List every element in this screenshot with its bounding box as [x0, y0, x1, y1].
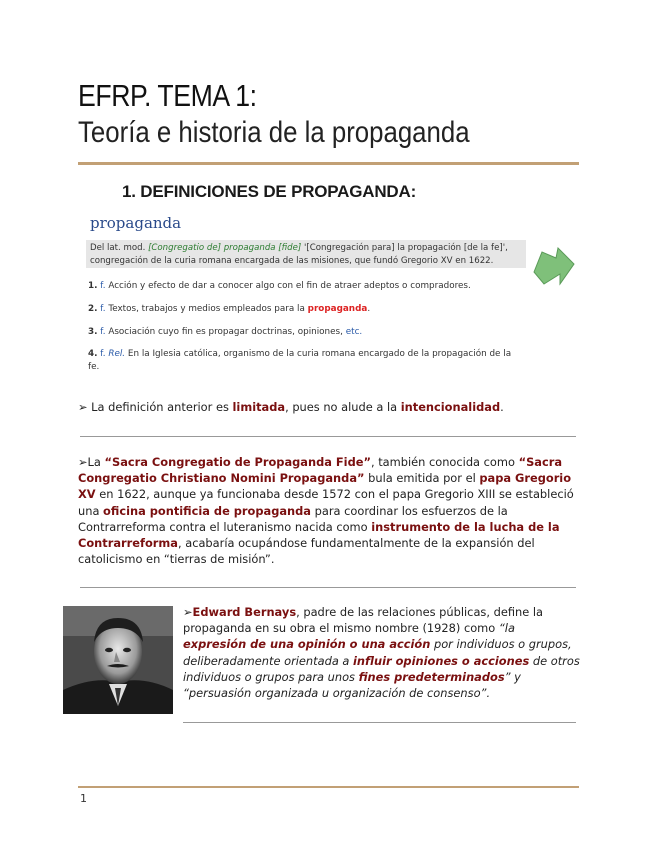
bullet-arrow-icon: ➢ [78, 455, 88, 469]
dictionary-entry-word: propaganda [90, 214, 182, 232]
footer-divider [78, 786, 579, 788]
definition-2: 2. f. Textos, trabajos y medios empleados para la propaganda. [88, 304, 371, 314]
definition-3: 3. f. Asociación cuyo fin es propagar doctrinas, opiniones, etc. [88, 327, 363, 337]
divider [80, 436, 576, 437]
dictionary-etymology: Del lat. mod. [Congregatio de] propaganda [fide] '[Congregación para] la propagación [de la fe]', congregación de la curia romana encargada de las misiones, que fundó Gregorio XV en 1622. [86, 240, 526, 268]
divider [183, 722, 576, 723]
page-number: 1 [80, 792, 87, 805]
divider [80, 587, 576, 588]
paragraph-bernays: ➢Edward Bernays, padre de las relaciones públicas, define la propaganda en su obra el mismo nombre (1928) como “la expresión de una opinión o una acción por individuos o grupos, deliberadamente orientada a influir opiniones o acciones de otros individuos o grupos para unos fines predeterminados” y “persuasión organizada u organización de consenso”. [183, 605, 580, 701]
page-subtitle: Teoría e historia de la propaganda [78, 116, 470, 149]
definition-1: 1. f. Acción y efecto de dar a conocer algo con el fin de atraer adeptos o compradores. [88, 281, 471, 291]
title-divider [78, 162, 579, 165]
paragraph-limited-definition: ➢ La definición anterior es limitada, pues no alude a la intencionalidad. [78, 400, 504, 414]
paragraph-sacra-congregatio: ➢La “Sacra Congregatio de Propaganda Fide”, también conocida como “Sacra Congregatio Christiano Nomini Propaganda” bula emitida por el papa Gregorio XV en 1622, aunque ya funcionaba desde 1572 con el papa Gregorio XIII se estableció una oficina pontificia de propaganda para coordinar los esfuerzos de la Contrarreforma contra el luteranismo nacida como instrumento de la lucha de la Contrarreforma, acabaría ocupándose fundamentalmente de la expansión del catolicismo en “tierras de misión”. [78, 455, 574, 567]
bullet-arrow-icon: ➢ [183, 605, 193, 619]
page-title: EFRP. TEMA 1: [78, 78, 257, 113]
bernays-photo [63, 606, 173, 714]
definition-4: 4. f. Rel. En la Iglesia católica, organismo de la curia romana encargado de la propagación de la fe. [88, 349, 512, 372]
bullet-arrow-icon: ➢ [78, 400, 88, 414]
section-heading: 1. DEFINICIONES DE PROPAGANDA: [122, 182, 417, 201]
